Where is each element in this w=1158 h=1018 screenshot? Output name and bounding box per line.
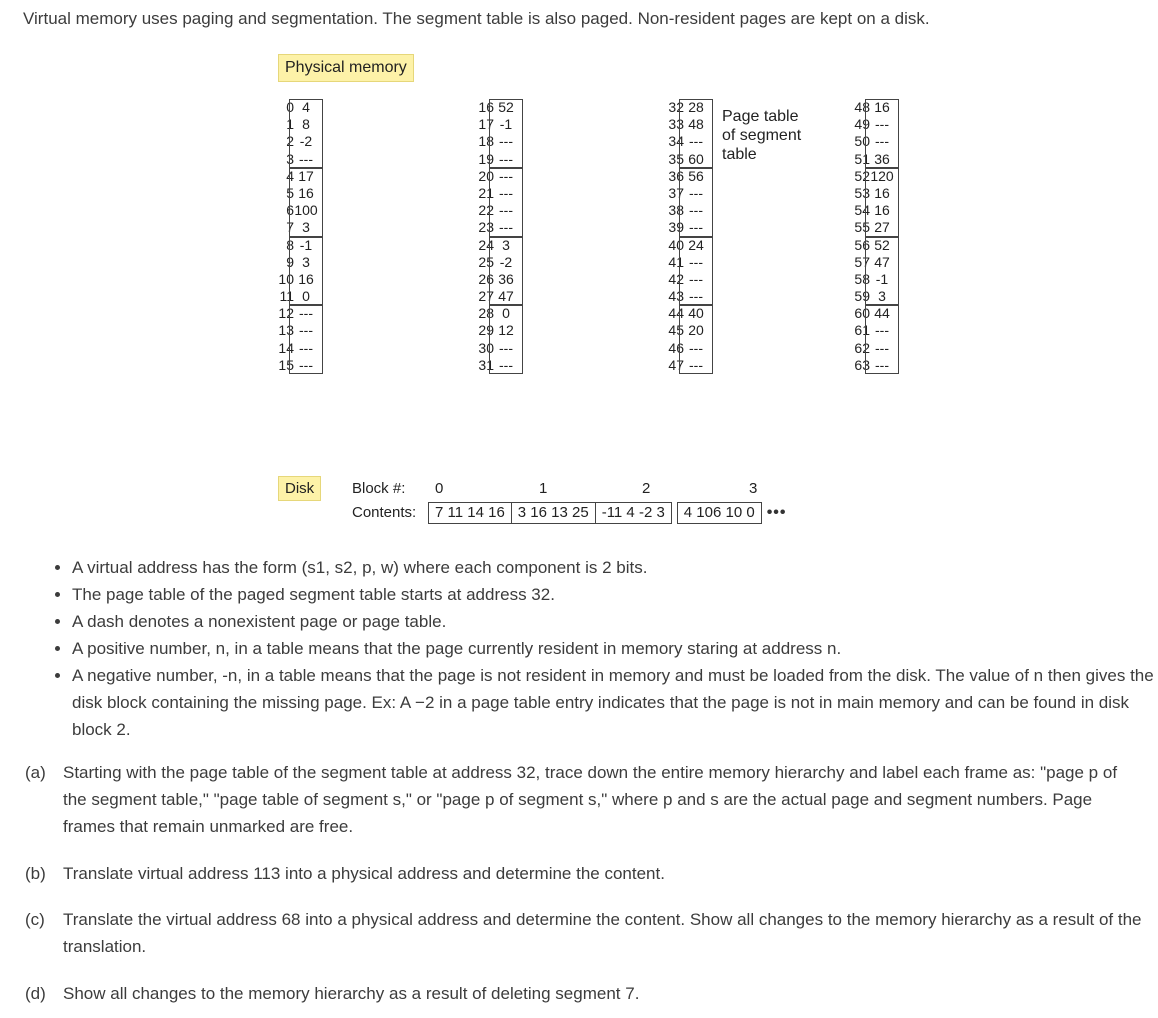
block-number: 2 [642,480,651,497]
block-number: 0 [435,480,444,497]
memory-value: 36 [874,150,890,167]
memory-address: 48 [854,99,870,115]
memory-address: 26 [478,270,494,287]
memory-value: 3 [302,253,310,270]
question-d [25,980,1145,1007]
memory-value: --- [875,356,889,373]
list-item: • The page table of the paged segment table starts at address 32. [72,581,1158,608]
memory-value: --- [499,219,513,236]
memory-value: 27 [874,219,890,236]
memory-value: -2 [299,133,313,150]
memory-value: 16 [874,184,890,201]
memory-value: 4 [302,99,310,115]
disk-label: Disk [278,476,321,501]
memory-address: 0 [286,99,294,115]
page-frame [865,237,899,306]
page-frame [865,305,899,374]
memory-value: -1 [299,236,313,253]
memory-address: 37 [668,184,684,201]
memory-value: --- [299,305,313,322]
page-frame [679,99,713,168]
memory-address: 11 [279,288,294,305]
memory-address: 52 [854,167,870,184]
memory-value: 52 [498,99,514,115]
page-frame [289,99,323,168]
memory-value: 3 [302,219,310,236]
memory-address: 2 [286,133,294,150]
memory-address: 46 [668,339,684,356]
disk-block-1: 3 16 13 25 [512,502,596,524]
memory-address: 22 [478,202,494,219]
memory-value: 44 [874,305,890,322]
page-table-label-line: Page table [722,108,799,125]
page-frame [489,168,523,237]
memory-value: --- [689,339,703,356]
memory-address: 1 [286,116,294,133]
memory-value: 48 [688,116,704,133]
memory-address: 17 [478,116,494,133]
memory-address: 35 [668,150,684,167]
memory-address: 60 [854,305,870,322]
page-table-label [722,107,801,164]
page-frame [289,168,323,237]
page-frame [289,237,323,306]
memory-value: --- [689,133,703,150]
memory-value: --- [299,339,313,356]
page-table-label-line: table [722,146,757,163]
question-text: Translate the virtual address 68 into a physical address and determine the content. Show all changes to the memory hierarchy as a result of the translation. [63,910,1142,956]
memory-column-0 [278,99,330,374]
memory-value: --- [875,322,889,339]
memory-value: 47 [874,253,890,270]
memory-value: 100 [294,202,318,219]
memory-address: 57 [854,253,870,270]
memory-address: 25 [478,253,494,270]
memory-value: 0 [302,288,310,305]
memory-address: 27 [478,288,494,305]
memory-address: 43 [668,288,684,305]
memory-address: 12 [278,305,294,322]
memory-address: 24 [478,236,494,253]
memory-value: 24 [688,236,704,253]
assumptions-list [38,554,1158,743]
memory-value: --- [499,167,513,184]
memory-value: --- [499,202,513,219]
memory-value: -1 [499,116,513,133]
memory-address: 38 [668,202,684,219]
memory-value: --- [499,339,513,356]
memory-address: 41 [668,253,684,270]
question-label: (a) [25,763,46,782]
memory-value: -2 [499,253,513,270]
memory-address: 15 [278,356,294,373]
memory-value: 12 [498,322,514,339]
memory-address: 56 [854,236,870,253]
memory-address: 9 [286,253,294,270]
memory-address: 16 [478,99,494,115]
memory-address: 10 [278,270,294,287]
memory-address: 42 [668,270,684,287]
memory-address: 20 [478,167,494,184]
memory-value: -1 [875,270,889,287]
question-label: (b) [25,864,46,883]
memory-address: 55 [854,219,870,236]
intro-text: Virtual memory uses paging and segmentation. The segment table is also paged. Non-resident pages are kept on a disk. [23,9,930,28]
memory-address: 28 [478,305,494,322]
list-item: • A virtual address has the form (s1, s2, p, w) where each component is 2 bits. [72,554,1158,581]
question-text: Show all changes to the memory hierarchy as a result of deleting segment 7. [63,984,640,1003]
block-number-label: Block #: [352,480,406,497]
memory-address: 3 [286,150,294,167]
memory-value: --- [689,184,703,201]
memory-value: 60 [688,150,704,167]
memory-address: 61 [854,322,870,339]
memory-address: 21 [478,184,494,201]
memory-address: 44 [668,305,684,322]
memory-address: 51 [854,150,870,167]
page-frame [679,237,713,306]
memory-value: 0 [502,305,510,322]
memory-address: 45 [668,322,684,339]
memory-value: --- [499,150,513,167]
memory-value: 8 [302,116,310,133]
memory-address: 13 [278,322,294,339]
list-item: • A positive number, n, in a table means that the page currently resident in memory staring at address n. [72,635,1158,662]
memory-address: 18 [478,133,494,150]
memory-value: 52 [874,236,890,253]
memory-value: --- [299,322,313,339]
memory-value: 16 [874,99,890,115]
page-frame [865,168,899,237]
page-frame [489,237,523,306]
memory-value: --- [299,356,313,373]
memory-value: 3 [878,288,886,305]
memory-value: --- [689,356,703,373]
memory-value: --- [689,253,703,270]
page-frame [289,305,323,374]
memory-value: 28 [688,99,704,115]
memory-address: 19 [478,150,494,167]
memory-address: 23 [478,219,494,236]
memory-value: 16 [298,184,314,201]
page-frame [489,305,523,374]
memory-value: --- [689,270,703,287]
memory-address: 40 [668,236,684,253]
question-c [25,906,1145,960]
memory-value: --- [875,116,889,133]
memory-address: 63 [854,356,870,373]
list-item: • A negative number, -n, in a table means that the page is not resident in memory and must be loaded from the disk. The value of n then gives the disk block containing the missing page. Ex: A −2 in a page table entry indicates that the page is not in main memory and can be found in disk block 2. [72,662,1158,743]
memory-value: --- [875,339,889,356]
memory-address: 50 [854,133,870,150]
question-label: (d) [25,984,46,1003]
block-number: 1 [539,480,548,497]
memory-address: 8 [286,236,294,253]
memory-value: --- [689,202,703,219]
disk-block-0: 7 11 14 16 [428,502,512,524]
disk-block-2: -11 4 -2 3 [596,502,672,524]
list-item: • A dash denotes a nonexistent page or page table. [72,608,1158,635]
question-b [25,860,1145,887]
memory-address: 36 [668,167,684,184]
memory-value: 47 [498,288,514,305]
memory-address: 29 [478,322,494,339]
memory-address: 33 [668,116,684,133]
memory-value: --- [689,288,703,305]
memory-value: 120 [870,167,894,184]
page-frame [489,99,523,168]
memory-value: 17 [298,167,314,184]
memory-address: 62 [854,339,870,356]
memory-address: 14 [278,339,294,356]
question-label: (c) [25,910,45,929]
question-a [25,759,1145,840]
memory-column-1 [478,99,530,374]
memory-address: 54 [854,202,870,219]
memory-address: 59 [854,288,870,305]
memory-value: 56 [688,167,704,184]
memory-address: 5 [286,184,294,201]
memory-value: 36 [498,270,514,287]
page-frame [679,168,713,237]
memory-value: 3 [502,236,510,253]
memory-address: 30 [478,339,494,356]
physical-memory-label: Physical memory [278,54,414,82]
disk-block-3: 4 106 10 0 [677,502,762,524]
question-text: Translate virtual address 113 into a physical address and determine the content. [63,864,665,883]
memory-value: --- [499,133,513,150]
question-text: Starting with the page table of the segment table at address 32, trace down the entire memory hierarchy and label each frame as: "page p of the segment table," "page table of segment s," or "page p of segment s," where p and s are the actual page and segment numbers. Page frames that remain unmarked are free. [63,763,1118,836]
memory-value: 40 [688,305,704,322]
page-table-label-line: of segment [722,127,802,144]
memory-value: 20 [688,322,704,339]
memory-address: 31 [478,356,494,373]
memory-value: 16 [298,270,314,287]
memory-value: --- [299,150,313,167]
disk-blocks [428,502,787,524]
memory-address: 47 [668,356,684,373]
memory-column-3 [854,99,906,374]
memory-address: 6 [286,202,294,219]
memory-address: 49 [854,116,870,133]
block-number: 3 [749,480,758,497]
memory-value: --- [689,219,703,236]
memory-value: --- [499,356,513,373]
memory-address: 7 [286,219,294,236]
memory-address: 32 [668,99,684,115]
memory-value: 16 [874,202,890,219]
contents-label: Contents: [352,504,417,521]
more-blocks-icon: ••• [766,504,787,521]
memory-value: --- [875,133,889,150]
page-frame [679,305,713,374]
page-frame [865,99,899,168]
memory-address: 53 [854,184,870,201]
memory-address: 58 [854,270,870,287]
memory-column-2 [668,99,720,374]
memory-address: 39 [668,219,684,236]
memory-address: 34 [668,133,684,150]
memory-address: 4 [286,167,294,184]
memory-value: --- [499,184,513,201]
